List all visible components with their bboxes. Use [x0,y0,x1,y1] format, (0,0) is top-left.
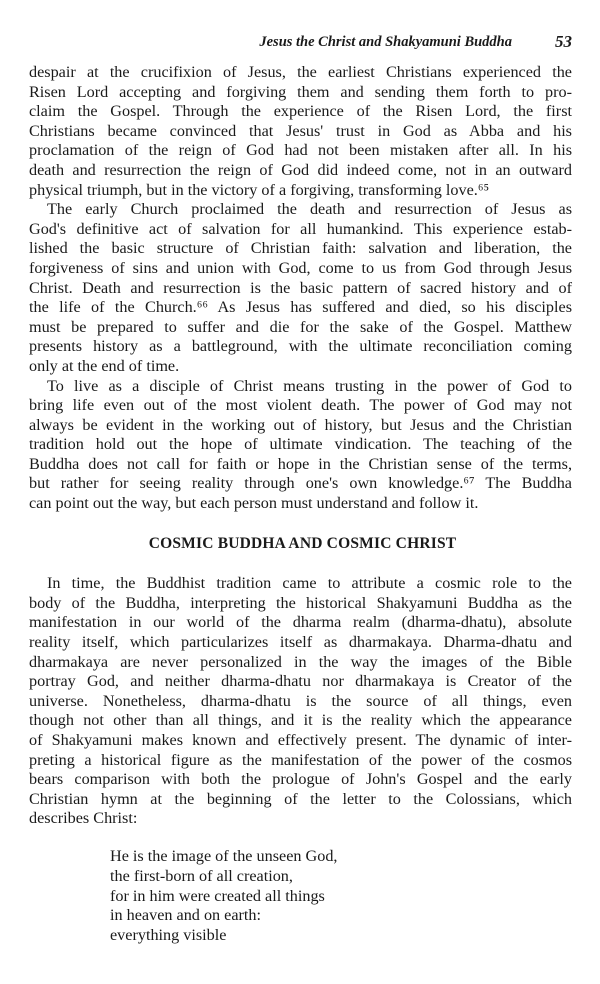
verse-line: everything visible [110,926,227,945]
page-number: 53 [555,32,572,51]
paragraph [29,63,572,200]
text-line: must be prepared to suffer and die for the sake of the Gospel. Matthew [29,317,572,336]
paragraph [29,377,572,514]
text-line: To live as a disciple of Christ means trusting in the power of God to [47,376,572,395]
text-line: manifestation in our world of the dharma realm (dharma-dhatu), absolute [29,613,572,632]
text-line: In time, the Buddhist tradition came to attribute a cosmic role to the [47,574,572,593]
text-line: though not other than all things, and it is the reality which the appearance [29,711,572,730]
text-line: proclamation of the reign of God had not been mistaken after all. In his [29,141,572,160]
text-line: Buddha does not call for faith or hope in the Christian sense of the terms, [29,454,572,473]
text-line: portray God, and neither dharma-dhatu nor dharmakaya is Creator of the [29,672,572,691]
verse-quotation [29,847,572,946]
text-line: claim the Gospel. Through the experience of the Risen Lord, the first [29,102,572,121]
text-line: Christians became convinced that Jesus' trust in God as Abba and his [29,121,572,140]
text-line: of Shakyamuni makes known and effectively present. The dynamic of inter- [29,731,572,749]
text-line: can point out the way, but each person must understand and follow it. [29,494,479,513]
text-line: lished the basic structure of Christian faith: salvation and liberation, the [29,239,572,258]
verse-line: for in him were created all things [110,886,325,905]
text-line: tradition hold out the hope of ultimate vindication. The teaching of the [29,435,572,454]
text-line: The early Church proclaimed the death and resurrection of Jesus as [47,200,572,219]
section-heading: COSMIC BUDDHA AND COSMIC CHRIST [148,534,457,552]
text-line: forgiveness of sins and union with God, come to us from God through Jesus [29,258,572,277]
text-line: bring life even out of the most violent death. The power of God may not [29,396,572,415]
text-line: preting a historical figure as the manifestation of the power of the cosmos [29,750,572,769]
text-line: body of the Buddha, interpreting the historical Shakyamuni Buddha as the [29,593,572,612]
text-line: physical triumph, but in the victory of a forgiving, transforming love.⁶⁵ [29,180,490,199]
paragraph [29,574,572,829]
text-line: describes Christ: [29,809,138,828]
text-line: Christ. Death and resurrection is the basic pattern of sacred history and of [29,278,572,297]
text-line: only at the end of time. [29,356,180,375]
body-text [29,63,572,946]
verse-line: He is the image of the unseen God, [110,846,338,865]
text-line: but rather for seeing reality through one's own knowledge.⁶⁷ The Buddha [29,474,572,493]
text-line: bears comparison with both the prologue of John's Gospel and the early [29,770,572,789]
text-line: reality itself, which particularizes itself as dharmakaya. Dharma-dhatu and [29,633,572,652]
text-line: death and resurrection the reign of God did indeed come, not in an outward [29,160,572,179]
text-line: despair at the crucifixion of Jesus, the earliest Christians experienced the [29,63,572,81]
text-line: always be evident in the working out of history, but Jesus and the Christian [29,415,572,434]
paragraph [29,200,572,376]
text-line: Christian hymn at the beginning of the letter to the Colossians, which [29,789,572,808]
text-line: the life of the Church.⁶⁶ As Jesus has suffered and died, so his disciples [29,298,572,317]
verse-line: in heaven and on earth: [110,906,262,925]
running-head [0,32,600,52]
text-line: presents history as a battleground, with the ultimate reconciliation coming [29,337,572,356]
running-title: Jesus the Christ and Shakyamuni Buddha [259,34,512,50]
text-line: universe. Nonetheless, dharma-dhatu is the source of all things, even [29,691,572,710]
text-line: God's definitive act of salvation for all humankind. This experience estab- [29,219,572,238]
verse-line: the first-born of all creation, [110,866,293,885]
text-line: Risen Lord accepting and forgiving them and sending them forth to pro- [29,82,572,101]
text-line: dharmakaya are never personalized in the way the images of the Bible [29,652,572,671]
